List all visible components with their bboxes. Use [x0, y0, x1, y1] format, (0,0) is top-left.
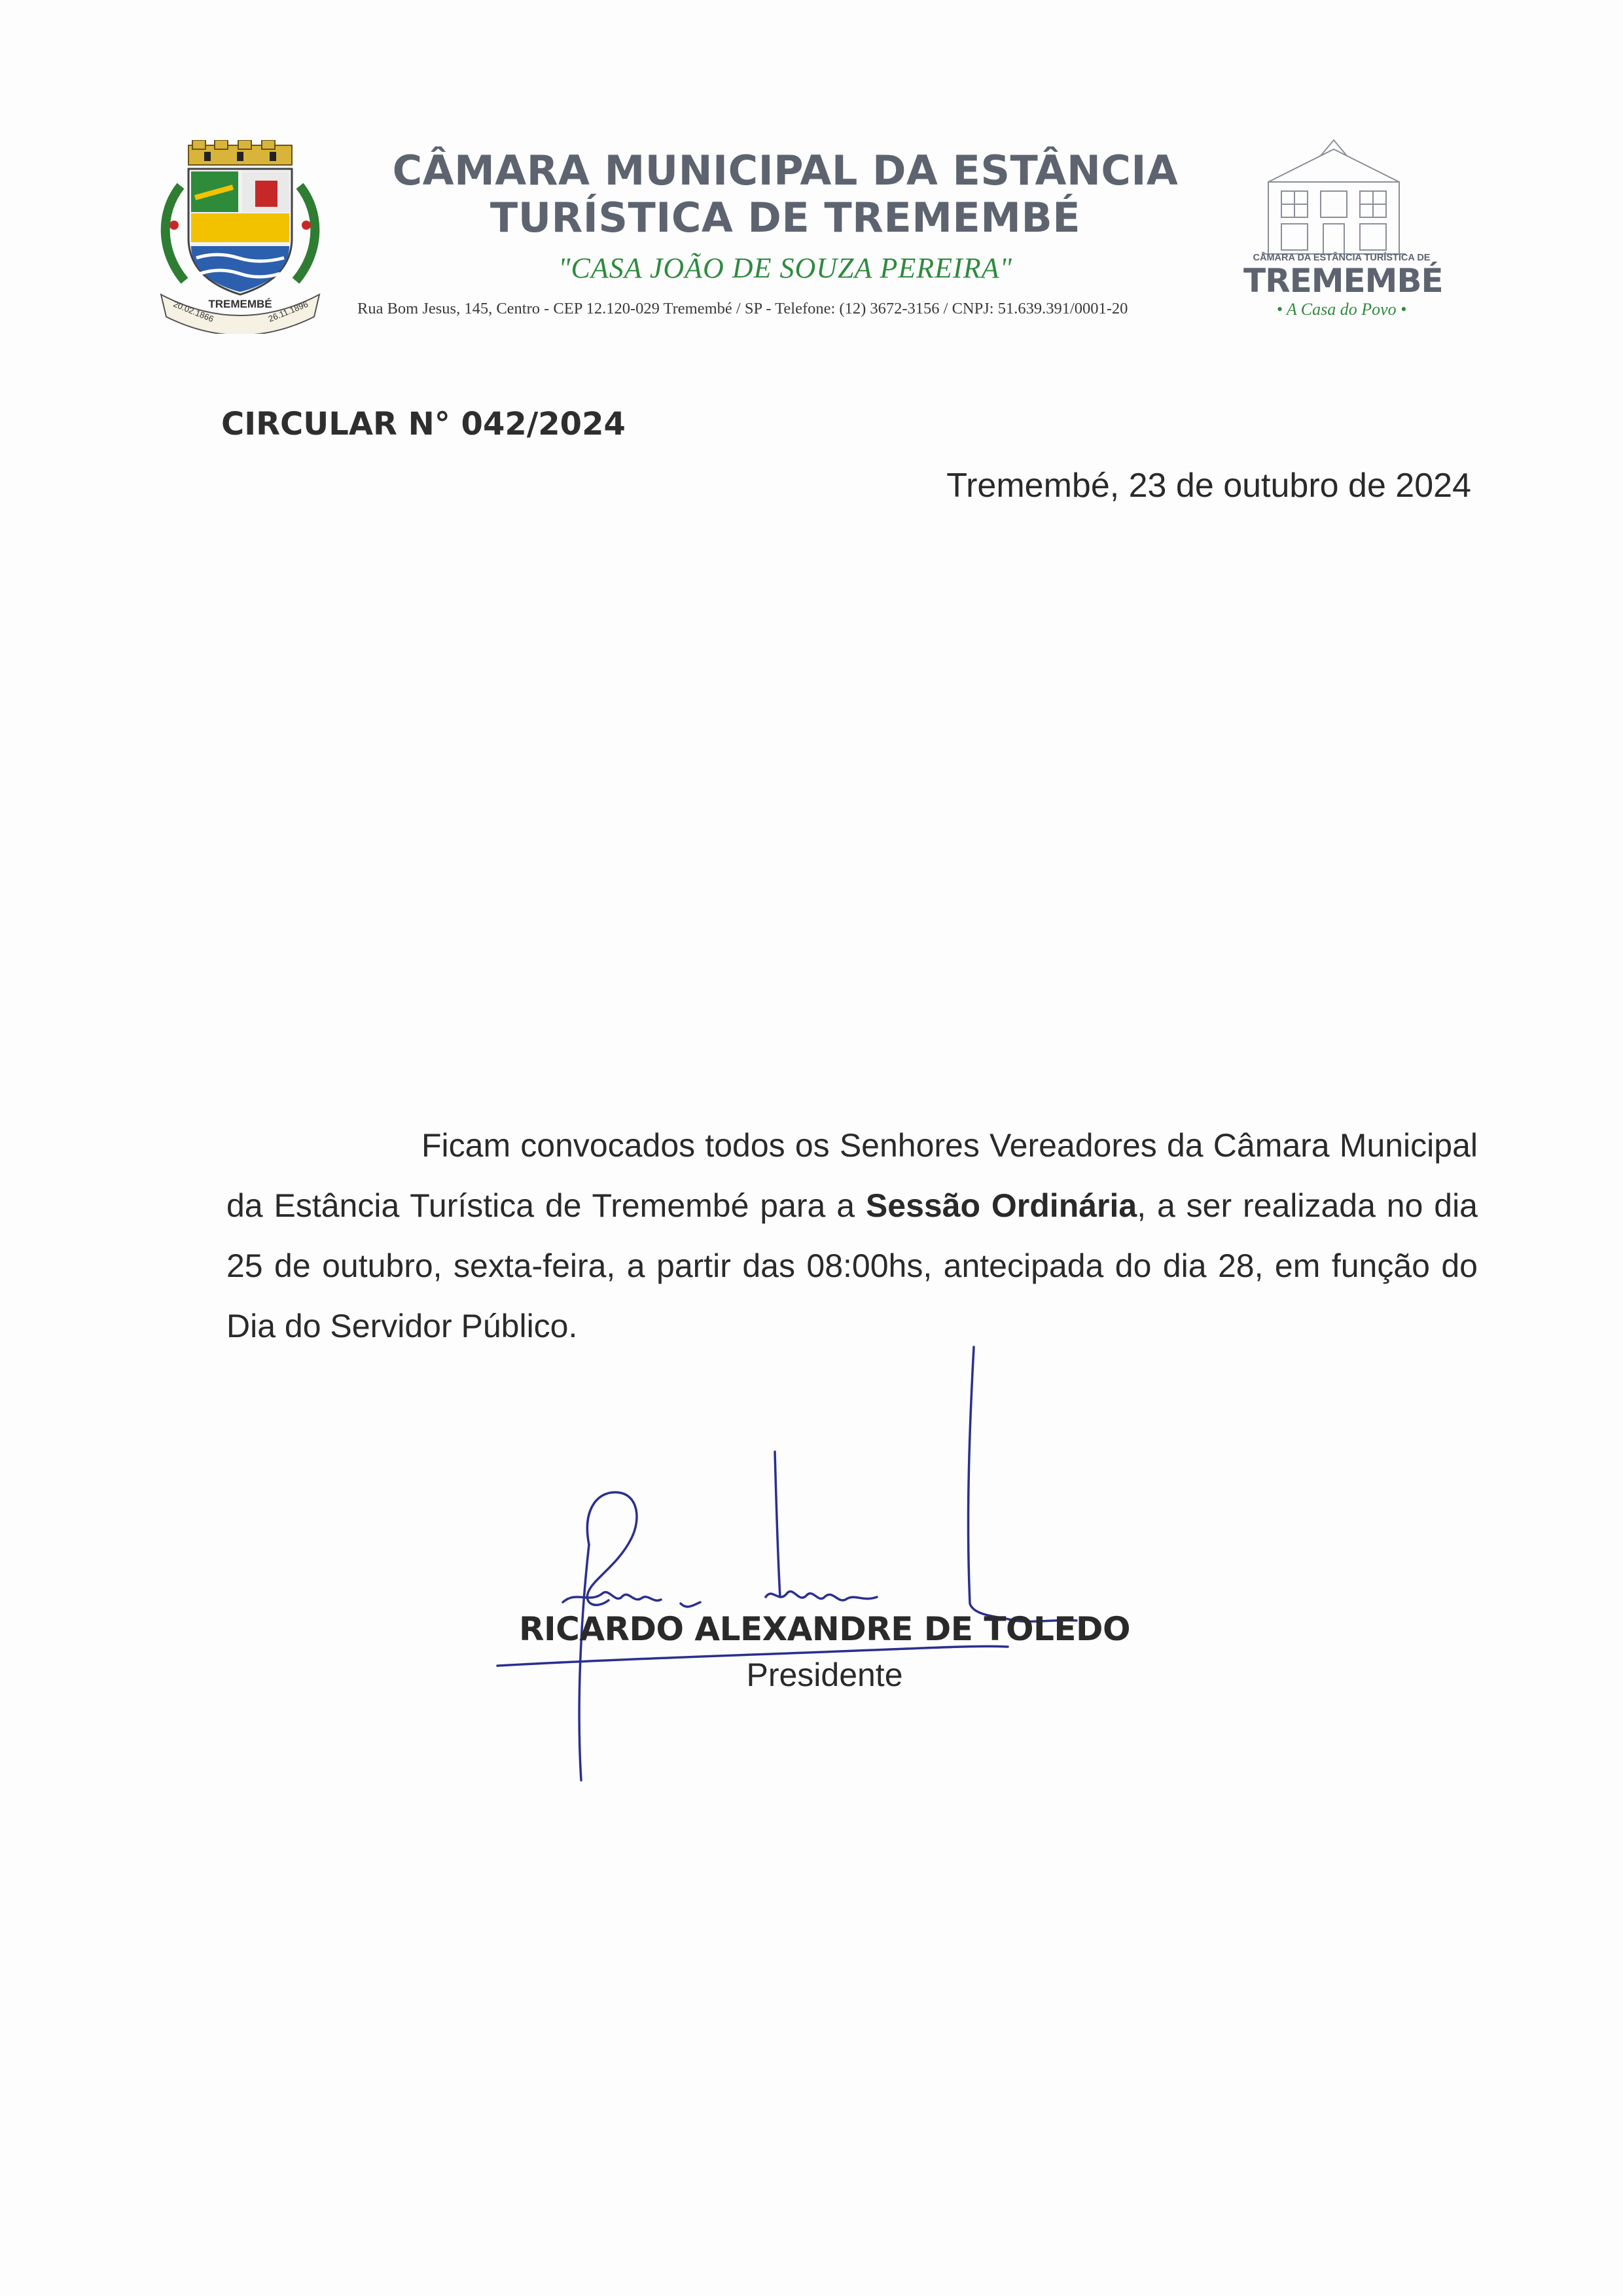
body-text-part2: , a ser realizada no dia 25 de outubro, sexta-feira, a partir das 08:00hs, antecipada do dia 28, em função do Dia do Servidor Público.: [226, 1187, 1478, 1344]
institution-title-line1: CÂMARA MUNICIPAL DA ESTÂNCIA: [392, 147, 1179, 194]
institution-motto: "CASA JOÃO DE SOUZA PEREIRA": [558, 252, 1012, 284]
coat-ribbon-text: TREMEMBÉ: [208, 298, 272, 310]
institution-title-line2: TURÍSTICA DE TREMEMBÉ: [490, 194, 1081, 242]
signer-role: Presidente: [746, 1657, 903, 1693]
municipal-coat-of-arms-icon: [154, 140, 326, 334]
council-logo-small-text: CÂMARA DA ESTÂNCIA TURÍSTICA DE: [1253, 253, 1431, 263]
institution-address: Rua Bom Jesus, 145, Centro - CEP 12.120-029 Tremembé / SP - Telefone: (12) 3672-3156 / CNPJ: 51.639.391/0001-20: [357, 300, 1128, 317]
body-paragraph: [226, 1115, 1478, 1356]
body-text-part1: Ficam convocados todos os Senhores Vereadores da Câmara Municipal da Estância Turística de Tremembé para a: [226, 1127, 1478, 1224]
place-and-date: Tremembé, 23 de outubro de 2024: [946, 467, 1471, 505]
council-logo-name: TREMEMBÉ: [1243, 262, 1443, 300]
circular-number: CIRCULAR N° 042/2024: [221, 406, 626, 442]
coat-left-date: 20.02.1866: [171, 298, 215, 324]
coat-right-date: 26.11.1896: [266, 298, 310, 324]
council-logo-tagline: • A Casa do Povo •: [1276, 300, 1407, 319]
body-text-bold: Sessão Ordinária: [865, 1187, 1137, 1224]
council-building-icon: [1255, 136, 1412, 258]
signer-name: RICARDO ALEXANDRE DE TOLEDO: [519, 1610, 1130, 1648]
handwritten-signature: [484, 1329, 1126, 1787]
